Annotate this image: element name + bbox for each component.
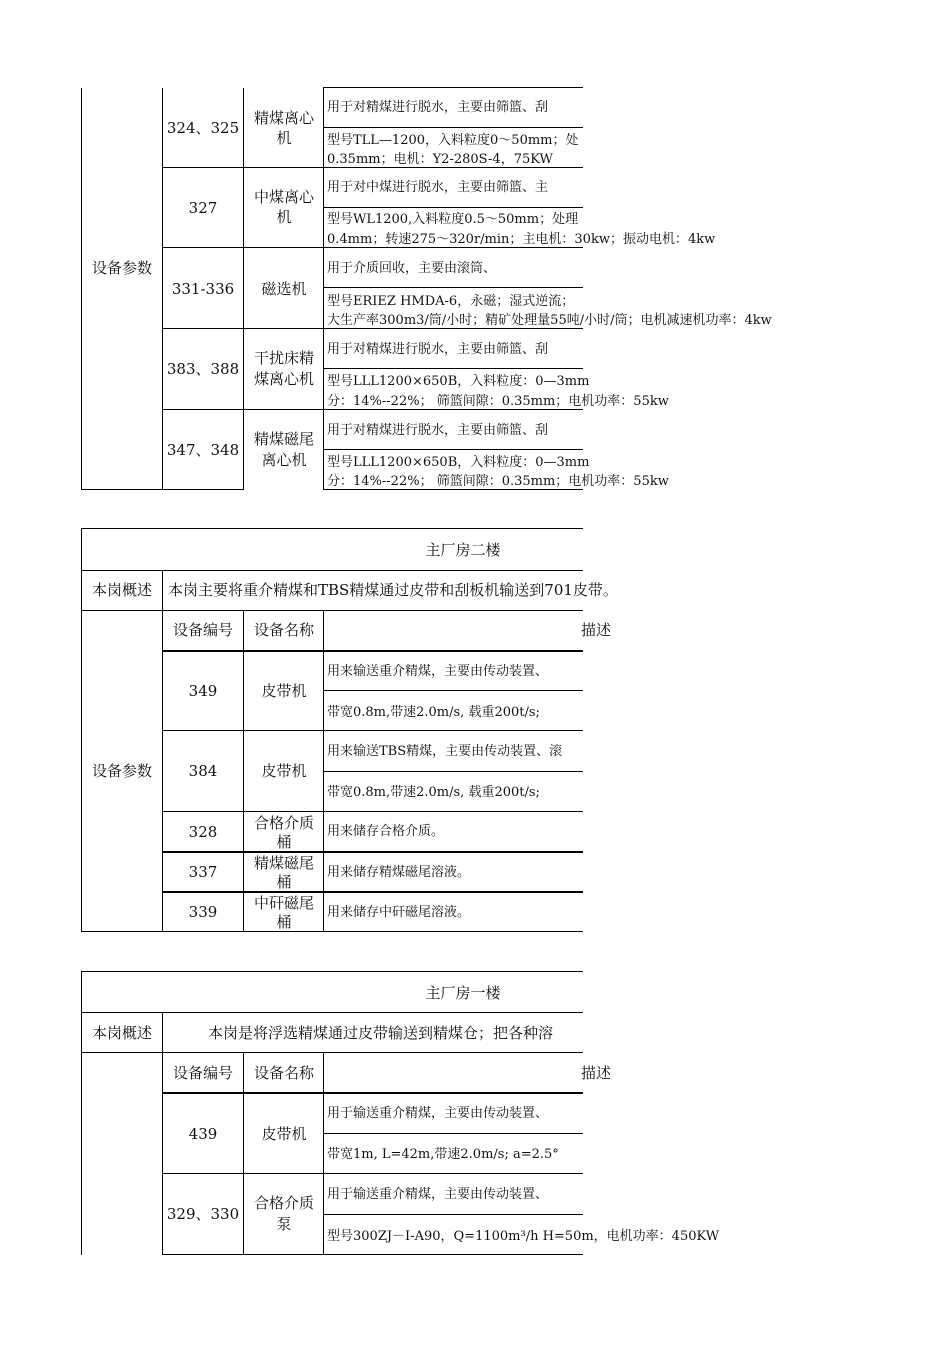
equipment-code: 329、330 bbox=[166, 1205, 240, 1223]
equipment-spec: 型号LLL1200×650B，入料粒度：0—3mm bbox=[327, 455, 590, 470]
equipment-code: 439 bbox=[188, 1125, 218, 1143]
overview-text: 本岗是将浮选精煤通过皮带输送到精煤仓；把各种溶 bbox=[208, 1024, 554, 1042]
equipment-spec: 0.35mm；电机：Y2-280S-4，75KW bbox=[327, 152, 553, 167]
equipment-name: 合格介质 bbox=[253, 1194, 314, 1212]
equipment-name: 皮带机 bbox=[261, 1125, 307, 1143]
equipment-desc: 用于对中煤进行脱水，主要由筛篮、主 bbox=[327, 180, 549, 195]
group-label: 设备参数 bbox=[91, 762, 152, 780]
equipment-spec: 带宽0.8m,带速2.0m/s, 载重200t/s; bbox=[327, 705, 540, 720]
overview-label: 本岗概述 bbox=[91, 1024, 152, 1042]
section-title: 主厂房一楼 bbox=[425, 984, 501, 1002]
equipment-spec: 型号WL1200,入料粒度0.5～50mm；处理 bbox=[327, 212, 579, 227]
equipment-code: 328 bbox=[188, 823, 218, 841]
equipment-name: 中煤离心 bbox=[253, 188, 314, 206]
equipment-name: 皮带机 bbox=[261, 762, 307, 780]
equipment-name: 皮带机 bbox=[261, 682, 307, 700]
header-code: 设备编号 bbox=[172, 1064, 233, 1082]
header-code: 设备编号 bbox=[172, 621, 233, 639]
equipment-code: 337 bbox=[188, 863, 218, 881]
equipment-code: 383、388 bbox=[166, 360, 240, 378]
equipment-name: 离心机 bbox=[261, 451, 307, 469]
equipment-desc: 用来输送TBS精煤，主要由传动装置、滚 bbox=[327, 744, 563, 759]
equipment-name: 煤离心机 bbox=[253, 370, 314, 388]
equipment-desc: 用于对精煤进行脱水，主要由筛篮、刮 bbox=[327, 342, 549, 357]
equipment-name: 桶 bbox=[276, 873, 292, 891]
equipment-desc: 用来储存中矸磁尾溶液。 bbox=[327, 905, 471, 920]
equipment-name: 精煤磁尾 bbox=[253, 430, 314, 448]
group-label: 设备参数 bbox=[91, 259, 152, 277]
equipment-spec: 0.4mm；转速275～320r/min；主电机：30kw；振动电机：4kw bbox=[327, 232, 716, 247]
equipment-spec: 型号LLL1200×650B，入料粒度：0—3mm bbox=[327, 374, 590, 389]
equipment-desc: 用来输送重介精煤，主要由传动装置、 bbox=[327, 664, 549, 679]
header-desc: 描述 bbox=[580, 1064, 611, 1082]
equipment-code: 331-336 bbox=[171, 280, 235, 298]
equipment-desc: 用于介质回收，主要由滚筒、 bbox=[327, 261, 497, 276]
equipment-name: 干扰床精 bbox=[253, 349, 314, 367]
equipment-spec: 型号ERIEZ HMDA-6，永磁；湿式逆流； bbox=[327, 294, 575, 309]
header-name: 设备名称 bbox=[253, 621, 314, 639]
equipment-code: 327 bbox=[188, 199, 218, 217]
equipment-desc: 用于对精煤进行脱水，主要由筛篮、刮 bbox=[327, 100, 549, 115]
equipment-desc: 用来储存精煤磁尾溶液。 bbox=[327, 865, 471, 880]
equipment-desc: 用于输送重介精煤，主要由传动装置、 bbox=[327, 1187, 549, 1202]
equipment-name: 泵 bbox=[276, 1215, 292, 1233]
equipment-name: 精煤离心 bbox=[253, 109, 314, 127]
equipment-spec: 型号TLL—1200，入料粒度0～50mm；处 bbox=[327, 133, 579, 148]
equipment-code: 347、348 bbox=[166, 441, 240, 459]
equipment-name: 机 bbox=[276, 208, 292, 226]
equipment-code: 384 bbox=[188, 762, 218, 780]
equipment-code: 349 bbox=[188, 682, 218, 700]
equipment-code: 339 bbox=[188, 903, 218, 921]
equipment-code: 324、325 bbox=[166, 119, 240, 137]
equipment-spec: 带宽0.8m,带速2.0m/s, 载重200t/s; bbox=[327, 785, 540, 800]
overview-label: 本岗概述 bbox=[91, 581, 152, 599]
equipment-spec: 大生产率300m3/筒/小时；精矿处理量55吨/小时/筒；电机减速机功率：4kw bbox=[327, 313, 772, 328]
equipment-spec: 带宽1m, L=42m,带速2.0m/s; a=2.5° bbox=[327, 1147, 559, 1162]
section-title: 主厂房二楼 bbox=[425, 541, 501, 559]
equipment-desc: 用来储存合格介质。 bbox=[327, 824, 445, 839]
header-name: 设备名称 bbox=[253, 1064, 314, 1082]
equipment-spec: 型号300ZJ－I-A90，Q=1100m³/h H=50m，电机功率：450KW bbox=[327, 1229, 720, 1244]
equipment-spec: 分：14%--22%； 筛篮间隙：0.35mm；电机功率：55kw bbox=[327, 474, 669, 489]
equipment-name: 合格介质 bbox=[253, 814, 314, 832]
equipment-name: 中矸磁尾 bbox=[253, 894, 314, 912]
header-desc: 描述 bbox=[580, 621, 611, 639]
equipment-name: 桶 bbox=[276, 913, 292, 931]
overview-text: 本岗主要将重介精煤和TBS精煤通过皮带和刮板机输送到701皮带。 bbox=[168, 581, 618, 599]
equipment-name: 机 bbox=[276, 129, 292, 147]
equipment-name: 桶 bbox=[276, 833, 292, 851]
equipment-desc: 用于输送重介精煤，主要由传动装置、 bbox=[327, 1106, 549, 1121]
equipment-spec: 分：14%--22%； 筛篮间隙：0.35mm；电机功率：55kw bbox=[327, 394, 669, 409]
equipment-name: 磁选机 bbox=[261, 280, 307, 298]
equipment-name: 精煤磁尾 bbox=[253, 854, 314, 872]
equipment-desc: 用于对精煤进行脱水，主要由筛篮、刮 bbox=[327, 423, 549, 438]
